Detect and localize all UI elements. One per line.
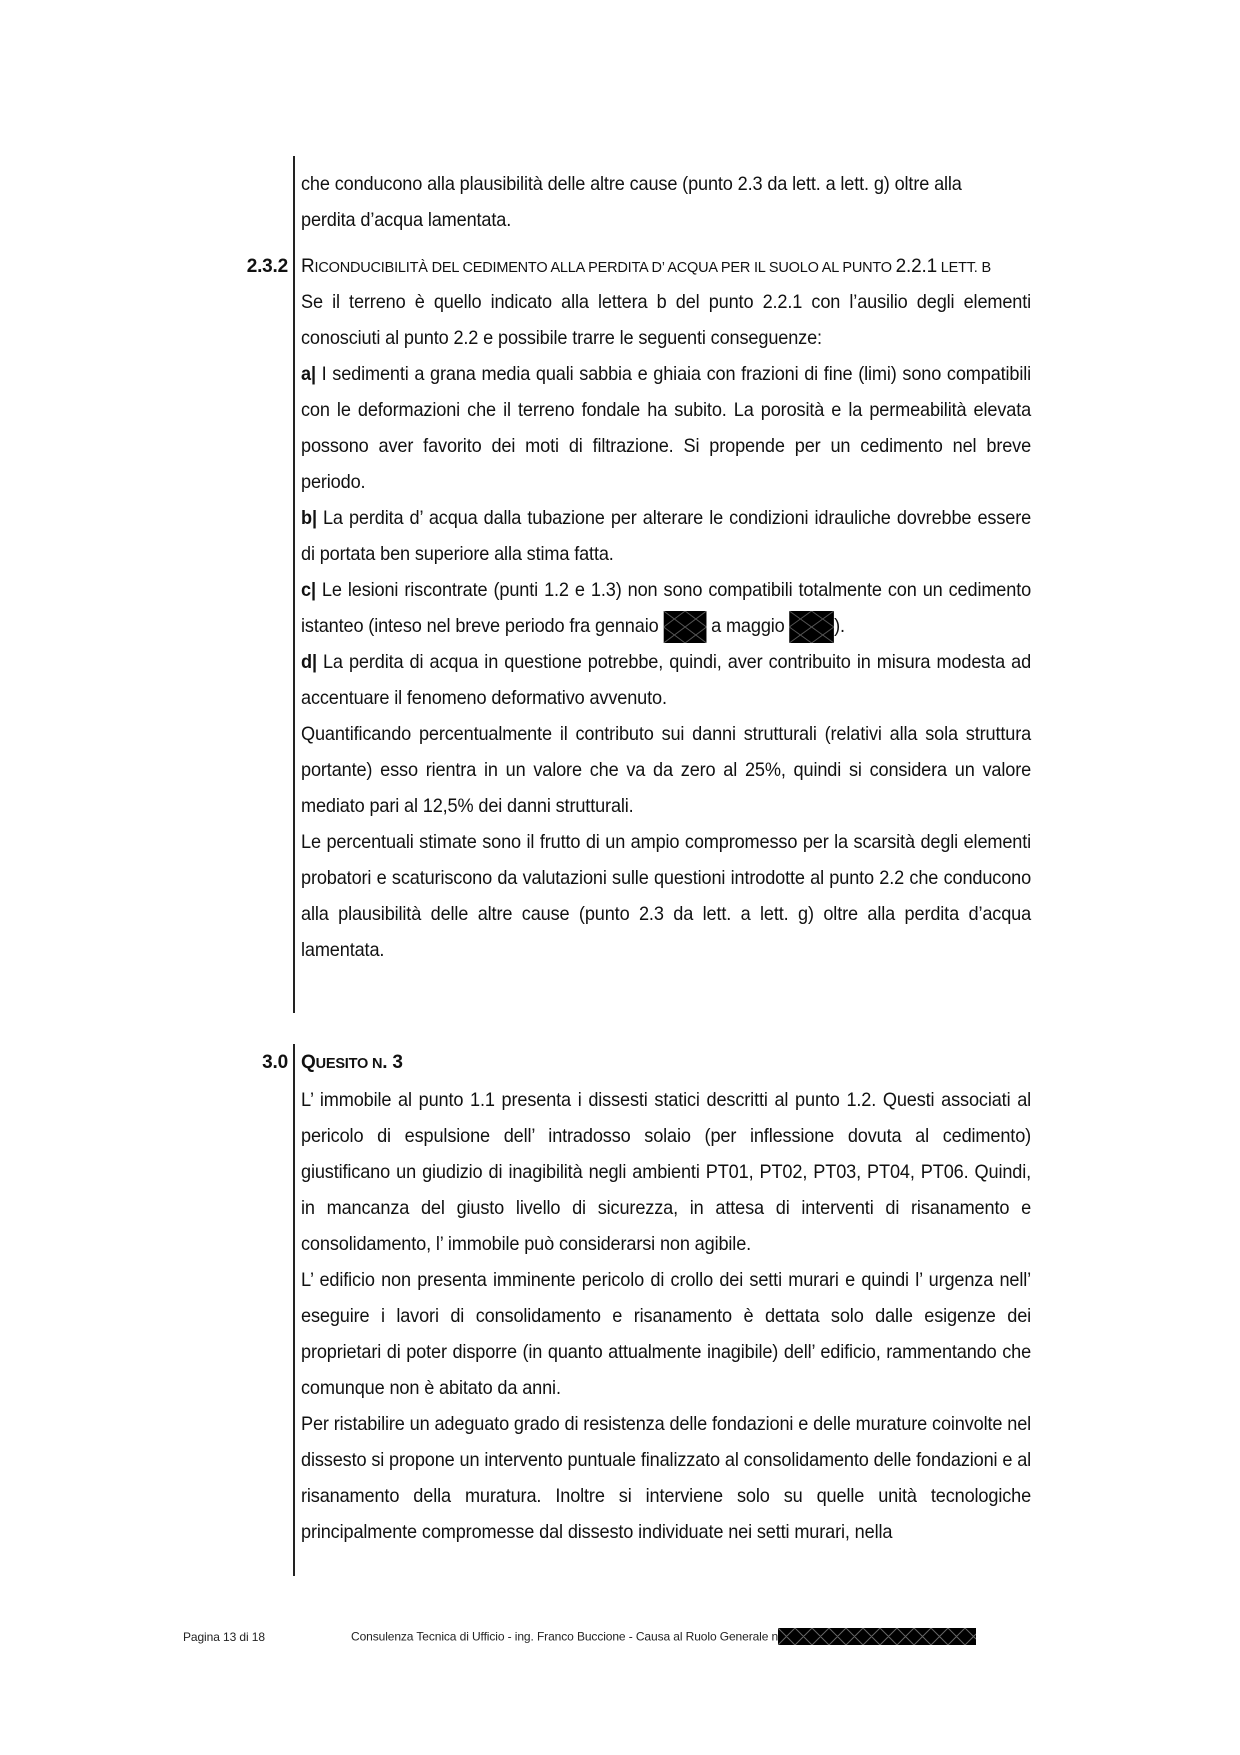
margin-rule [293,1044,295,1576]
redaction-box [663,611,706,643]
section-number: 2.3.2 [246,256,288,277]
body-paragraph: Per ristabilire un adeguato grado di resistenza delle fondazioni e delle murature coinvolte nel dissesto si propone un intervento puntuale finalizzato al consolidamento delle fondazioni e al risanamento della muratura. Inoltre si interviene solo su quelle unità tecnologiche principalmente compromesse dal dissesto individuate nei setti murari, nella [301,1413,1032,1543]
body-paragraph: Quantificando percentualmente il contributo sui danni strutturali (relativi alla sola struttura portante) esso rientra in un valore che va da zero al 25%, quindi si considera un valore mediato pari al 12,5% dei danni strutturali. [301,723,1032,817]
body-paragraph: L’ edificio non presenta imminente pericolo di crollo dei setti murari e quindi l’ urgenza nell’ eseguire i lavori di consolidamento e risanamento è dettata solo dalle esigenze dei proprietari di poter disporre (in quanto attualmente inagibile) dell’ edificio, rammentando che comunque non è abitato da anni. [301,1269,1032,1399]
section-heading: RICONDUCIBILITÀ DEL CEDIMENTO ALLA PERDITA D’ ACQUA PER IL SUOLO AL PUNTO 2.2.1 LETT. B [301,256,991,277]
page-footer [183,1629,976,1646]
list-item: b| La perdita d’ acqua dalla tubazione per alterare le condizioni idrauliche dovrebbe essere di portata ben superiore alla stima fatta. [301,507,1032,565]
footer-text: Consulenza Tecnica di Ufficio - ing. Franco Buccione - Causa al Ruolo Generale n [351,1629,779,1644]
section-heading: QUESITO N. 3 [301,1052,403,1073]
redaction-box [778,1628,976,1645]
body-paragraph: Le percentuali stimate sono il frutto di un ampio compromesso per la scarsità degli elementi probatori e scaturiscono da valutazioni sulle questioni introdotte al punto 2.2 che conducono alla plausibilità delle altre cause (punto 2.3 da lett. a lett. g) oltre alla perdita d’acqua lamentata. [301,831,1032,961]
page-number: Pagina 13 di 18 [183,1629,265,1644]
list-item: c| Le lesioni riscontrate (punti 1.2 e 1.3) non sono compatibili totalmente con un cedimento istanteo (inteso nel breve periodo fra gennaio a maggio ). [301,572,1031,644]
section-number: 3.0 [262,1052,288,1073]
continuation-line: che conducono alla plausibilità delle altre cause (punto 2.3 da lett. a lett. g) oltre alla [301,173,962,195]
list-item: d| La perdita di acqua in questione potrebbe, quindi, aver contribuito in misura modesta ad accentuare il fenomeno deformativo avvenuto. [301,651,1032,709]
body-paragraph: L’ immobile al punto 1.1 presenta i dissesti statici descritti al punto 1.2. Questi associati al pericolo di espulsione dell’ intradosso solaio (per inflessione dovuta al cedimento) giustificano un giudizio di inagibilità negli ambienti PT01, PT02, PT03, PT04, PT06. Quindi, in mancanza del giusto livello di sicurezza, in attesa di interventi di risanamento e consolidamento, l’ immobile può considerarsi non agibile. [301,1089,1032,1255]
section-body [301,284,1031,968]
margin-rule [293,156,295,1013]
continuation-line: perdita d’acqua lamentata. [301,209,512,231]
continuation-paragraph [301,166,1031,238]
section-body [301,1082,1031,1550]
redaction-box [790,611,835,643]
list-item: a| I sedimenti a grana media quali sabbia e ghiaia con frazioni di fine (limi) sono compatibili con le deformazioni che il terreno fondale ha subito. La porosità e la permeabilità elevata possono aver favorito dei moti di filtrazione. Si propende per un cedimento nel breve periodo. [301,363,1032,493]
intro-paragraph: Se il terreno è quello indicato alla lettera b del punto 2.2.1 con l’ausilio degli elementi conosciuti al punto 2.2 e possibile trarre le seguenti conseguenze: [301,291,1032,349]
